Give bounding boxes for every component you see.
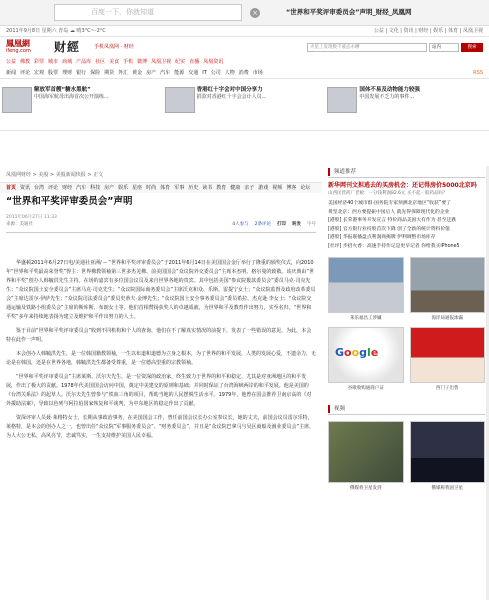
article-paragraph: 华盛顿2011年6月27日电/美通社亚洲/ -- “世界和平奖评审委员会”于2011年6月14日在美国国会金厅举行了隆重的颁奖仪式，向2010年“世界和平奖最高荣誉奖”得主：世界佛教领袖第三世多杰羌佛、前美国国会“众议院外交委员会”主席本杰明、格尔曼的致敬。该庆典由“世界和平奖”创办人韩毓洪先生主持。在场的嘉宾有多位国会议员及来自世界各地的贵宾。其中包括美国“参议院拨款委员会”委员马克·司克先生；“众议院国土安全委员会”主席马克·司克先生；“众议院国际商务委员会”主席沃克和众、乐斯、雷提宁女士；“众议院监督及政府改革委员会”主席达雷尔·伊萨先生；“众议院司法委员会”委员史蒂夫·金博先生；“众议院国土安全事务委员会”委员希拉、杰克逊·李女士；“众议院交通运输及铁路小组委员会”主席的斯库斯、布朗女士等。他们首相赞扬获奖人的卓越成就，为世界和平及教育作出努力，实至名归。“世界和平奖”多年来持续地表扬为建立及维护和平作出努力的人士。 xyxy=(6,259,316,320)
nav-item-6[interactable]: 科技 xyxy=(90,184,101,191)
ad-title: 解放军首艘“糖水黑航” xyxy=(34,87,91,93)
sidebar-meta[interactable]: 山西民营药厂老板：一分钱利润82.6元 买不起一般药品吗？ xyxy=(328,191,448,196)
nav-item-13[interactable]: 历史 xyxy=(188,184,199,191)
subnav-item-12[interactable]: 能源 xyxy=(174,69,185,76)
hot-nav-item-5[interactable]: 产品库 xyxy=(76,59,92,66)
nav-item-19[interactable]: 视频 xyxy=(272,184,283,191)
search-scope-select[interactable]: 站内 xyxy=(429,43,459,52)
hot-nav-item-1[interactable]: 佛教 xyxy=(20,59,31,66)
nav-item-7[interactable]: 房产 xyxy=(104,184,115,191)
comment-count-link[interactable]: 4人参与 xyxy=(232,221,249,227)
nav-item-4[interactable]: 财经 xyxy=(62,184,73,191)
date-weather: 2011年9月8日 星期六 青岛 ☁ 晴3°C~-2°C xyxy=(6,27,106,34)
channel-recommend-header xyxy=(328,166,485,178)
list-item[interactable]: [港股] 官方银行业持股首次下降 创了全新的统计资料价值 xyxy=(328,226,450,232)
ad-desc: 捐款对香港红十字会会计人员... xyxy=(196,94,267,101)
rss-icon[interactable]: RSS xyxy=(473,69,483,76)
subnav-item-16[interactable]: 人物 xyxy=(224,69,235,76)
ad-desc: 中国海军航母出海首次公开演练... xyxy=(34,94,109,101)
hot-nav-item-7[interactable]: 美食 xyxy=(109,59,120,66)
nav-item-3[interactable]: 评论 xyxy=(48,184,59,191)
close-icon[interactable]: × xyxy=(250,8,260,18)
hot-nav xyxy=(0,57,489,68)
article-source: 来源：美通社 xyxy=(6,221,33,227)
nav-item-16[interactable]: 健康 xyxy=(230,184,241,191)
sidebar xyxy=(328,166,489,491)
nav-item-9[interactable]: 星座 xyxy=(132,184,143,191)
logo-bar xyxy=(0,37,489,57)
nav-item-18[interactable]: 游戏 xyxy=(258,184,269,191)
hot-nav-item-0[interactable]: 公益 xyxy=(6,59,17,66)
sidebar-headline[interactable]: 新华网刊文担逃去的买房机会：还记得房价5000北京吗 xyxy=(328,182,477,189)
hot-nav-item-4[interactable]: 商城 xyxy=(62,59,73,66)
nav-item-11[interactable]: 体育 xyxy=(160,184,171,191)
photo-item[interactable]: Google 谷歌收购通商户证 xyxy=(328,327,404,383)
breadcrumb[interactable]: 凤凰网财经 > 美股 > 美股新闻快报 > 正文 xyxy=(6,172,104,178)
search-button[interactable]: 搜索 xyxy=(461,43,483,52)
video-item[interactable]: 俄媒将卫星发到 xyxy=(328,421,404,483)
list-item[interactable]: 美国经济40个城市群·国务院专家预测北京地区“收获”要了 xyxy=(328,201,451,207)
sidebar-news-list xyxy=(328,200,485,251)
nav-item-0[interactable]: 首页 xyxy=(6,184,17,191)
subnav-item-9[interactable]: 黄金 xyxy=(132,69,143,76)
divider xyxy=(6,232,316,233)
article-paragraph: 资深评审人员聂·莱格特女士，长期从事政治事务，在美国国会工作，曾任前国会议长办公室参议长，她的丈夫，前国会议员雷尔乐特，莱格特，是本会的创办人之一，也曾出任“众议院”军事服务委员会”、“财务委员会”，并且是“众议院巴拿马与吴区商船及渔业委员会”主席，为人大公无私，高风亮节，忠诚笃实，一生支持维护美国人民幸福。 xyxy=(6,414,315,439)
nav-item-21[interactable]: 论坛 xyxy=(300,184,311,191)
ad-thumbnail xyxy=(2,87,32,113)
article xyxy=(0,182,322,441)
info-bar xyxy=(0,26,489,37)
video-grid xyxy=(328,421,485,491)
subnav-item-13[interactable]: 交通 xyxy=(188,69,199,76)
nav-item-2[interactable]: 台湾 xyxy=(34,184,45,191)
ad-title: 香港红十字会对中国分享力 xyxy=(196,87,263,93)
section-title: 财經 xyxy=(54,39,81,54)
site-search xyxy=(307,43,483,52)
article-meta xyxy=(6,222,316,228)
article-paragraph: “世界和平奖评审委员会”主席莱斯、沃尔夫先生，是一位资深的政治家，终生致力于世界的和平和稳定，尤其是对亚洲地区的和平发展，作出了极大的贡献。1978年代美国国会访问中国，奠定中美建交的原则和基础；并同时保证了台湾海峡两岸的和平发展。他是美国的《台湾关系法》的起草人。沃尔夫先生曾参与“铁血三角的项目，帮助当地的人民摆脱生活水平。1979年，他曾在国会推荐卫南京高的《对外援助法案》，导致以色列与阿拉伯国家恢复和平谈判，为中东地区的稳定作出了贡献。 xyxy=(6,373,312,407)
subnav-item-18[interactable]: 市场 xyxy=(252,69,263,76)
nav-item-14[interactable]: 读书 xyxy=(202,184,213,191)
nav-item-20[interactable]: 博客 xyxy=(286,184,297,191)
discuss-link[interactable]: 2条评论 xyxy=(254,221,271,227)
list-item[interactable]: [港股] 华报联播盘点利润商揭牌 伊利调整市场库存 xyxy=(328,235,436,241)
subnav-item-11[interactable]: 汽车 xyxy=(160,69,171,76)
browser-topbar xyxy=(0,0,489,26)
subnav-item-4[interactable]: 理财 xyxy=(62,69,73,76)
site-search-input[interactable]: 火星上发现数千液态水槽 xyxy=(307,43,427,52)
hot-nav-item-9[interactable]: 微博 xyxy=(137,59,148,66)
article-date: 2011年06月27日 11:33 xyxy=(6,214,57,220)
subnav-item-7[interactable]: 期货 xyxy=(104,69,115,76)
hot-nav-item-13[interactable]: 凤凰资讯 xyxy=(203,59,224,66)
ad-item[interactable] xyxy=(327,81,487,128)
ifeng-logo-icon: 鳳凰網 ifeng.com xyxy=(6,38,31,54)
subnav-item-15[interactable]: 公司 xyxy=(210,69,221,76)
font-size-control[interactable]: 字号 xyxy=(307,221,316,227)
hot-nav-item-11[interactable]: 纪实 xyxy=(175,59,186,66)
nav-item-5[interactable]: 汽车 xyxy=(76,184,87,191)
print-button[interactable]: 打印 xyxy=(277,221,286,227)
nav-item-10[interactable]: 时尚 xyxy=(146,184,157,191)
photo-item[interactable]: 莱乐福昌工涉嫌 xyxy=(328,257,404,313)
hot-nav-item-3[interactable]: 城市 xyxy=(48,59,59,66)
ad-thumbnail xyxy=(327,87,357,113)
ad-thumbnail xyxy=(165,87,195,113)
nav-item-8[interactable]: 娱乐 xyxy=(118,184,129,191)
subnav-item-6[interactable]: 保险 xyxy=(90,69,101,76)
sidebar-header: 频道推荐 xyxy=(328,166,485,178)
hot-nav-item-2[interactable]: 彩票 xyxy=(34,59,45,66)
hot-nav-item-12[interactable]: 直播 xyxy=(189,59,200,66)
nav-item-17[interactable]: 亲子 xyxy=(244,184,255,191)
subnav-item-5[interactable]: 银行 xyxy=(76,69,87,76)
ad-item[interactable] xyxy=(165,81,325,128)
photo-item[interactable]: 海洋局通报渗漏 xyxy=(410,257,486,313)
video-item[interactable]: 俄媒称我国卫星 xyxy=(410,421,486,483)
nav-item-15[interactable]: 教育 xyxy=(216,184,227,191)
nav-item-1[interactable]: 资讯 xyxy=(20,184,31,191)
subnav-item-0[interactable]: 新闻 xyxy=(6,69,17,76)
hot-nav-item-6[interactable]: 社区 xyxy=(95,59,106,66)
article-title: “世界和平奖评审委员会”声明 xyxy=(6,196,133,207)
ad-desc: 中国发展不乏力的事件... xyxy=(359,94,415,101)
subnav-item-14[interactable]: IT xyxy=(202,69,207,76)
browser-tab-title[interactable]: “世界和平奖评审委员会”声明_财经_凤凰网 xyxy=(286,8,412,17)
list-item[interactable]: [港股] 长荣港事务开发宣言 特价商品美国大有作为 甚至还跌 xyxy=(328,218,457,224)
ad-item[interactable] xyxy=(2,81,162,128)
list-item[interactable]: [社评] 步招火香：高速手持作记是更早记者 你给我买iPhone5 xyxy=(328,243,460,249)
info-links[interactable]: 公益 | 文化 | 资讯 | 财经 | 娱乐 | 体育 | 凤凰卫视 xyxy=(373,27,483,34)
list-item[interactable]: 黄坚北京：西方要提振中国后人 就先得保障现代化的企业 xyxy=(328,209,450,215)
site-logo[interactable] xyxy=(6,39,80,55)
video-section-title: 视频 xyxy=(328,403,485,415)
subnav-item-17[interactable]: 消费 xyxy=(238,69,249,76)
photo-grid xyxy=(328,327,485,391)
google-logo-icon: Google xyxy=(335,346,379,360)
subnav-item-8[interactable]: 外汇 xyxy=(118,69,129,76)
photo-item[interactable]: 西门子出售 xyxy=(410,327,486,383)
hot-nav-item-8[interactable]: 手机 xyxy=(123,59,134,66)
finance-subnav xyxy=(0,68,489,79)
repost-button[interactable]: 转发 xyxy=(292,221,301,227)
article-body xyxy=(6,259,316,441)
ad-title: 国体不易及动物能力较强 xyxy=(359,87,420,93)
photo-grid xyxy=(328,257,485,321)
subnav-item-1[interactable]: 评论 xyxy=(20,69,31,76)
subnav-item-3[interactable]: 股票 xyxy=(48,69,59,76)
hot-nav-item-10[interactable]: 凤凰卫视 xyxy=(151,59,172,66)
browser-search-input[interactable]: 百度一下，你就知道 xyxy=(54,4,242,21)
video-header xyxy=(328,403,485,415)
ad-strip xyxy=(0,79,489,131)
article-paragraph: 鉴于目前“世界和平奖评审委员会”收到不同机构和个人的查询，他们在不了解真实情况的前提下，发表了一些错误的意见，为此，本会特在此作一声明。 xyxy=(6,327,312,343)
subnav-item-2[interactable]: 宏观 xyxy=(34,69,45,76)
subnav-item-10[interactable]: 房产 xyxy=(146,69,157,76)
article-paragraph: 本会创办人韩毓洪先生，是一位韩国籍教领袖，一生以布道和道德为立身之根本，为了世界的和平发展，人类的发展心爱，不遗余力，无论是在韩国，还是在世界各地，韩毓洪先生都备受尊重，是一位德高望重的宗教领袖。 xyxy=(6,350,317,366)
nav-item-12[interactable]: 军事 xyxy=(174,184,185,191)
mobile-link[interactable]: 手机凤凰网 · 财经 xyxy=(94,43,134,50)
